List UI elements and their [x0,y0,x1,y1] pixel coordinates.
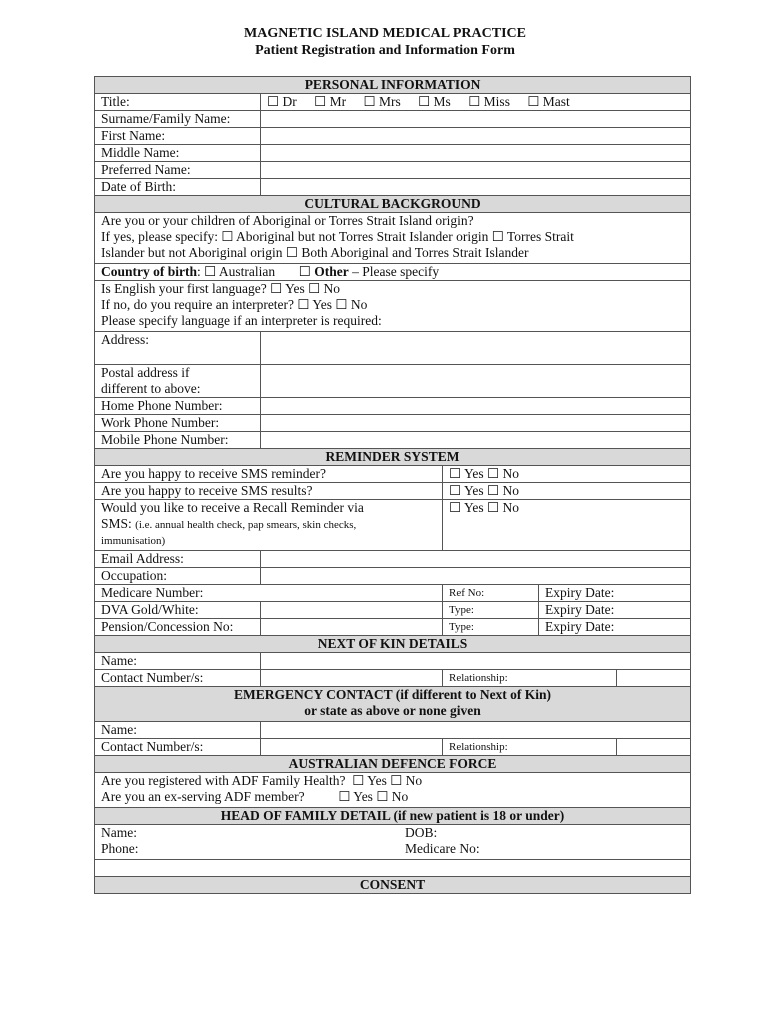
emergency-relationship-field[interactable] [617,739,691,756]
adf-questions[interactable] [95,773,691,808]
recall-line-2a: SMS: [101,516,136,531]
title-mrs-checkbox[interactable]: ☐ Mrs [363,94,401,109]
title-mast-checkbox[interactable]: ☐ Mast [527,94,570,109]
postal-address-label [95,365,261,398]
emergency-name-label: Name: [95,722,261,739]
sms-results-question: Are you happy to receive SMS results? [95,483,443,500]
recall-yesno[interactable]: ☐ Yes ☐ No [443,500,691,551]
emergency-relationship-label: Relationship: [443,739,617,756]
registration-form [94,76,691,894]
home-phone-field[interactable] [261,398,691,415]
emergency-heading-1: EMERGENCY CONTACT (if different to Next of Kin) [233,687,552,702]
first-name-label: First Name: [95,128,261,145]
adf-ex-serving-question[interactable]: Are you an ex-serving ADF member? ☐ Yes ☐ No [101,789,409,804]
preferred-name-label: Preferred Name: [95,162,261,179]
middle-name-field[interactable] [261,145,691,162]
english-first-question[interactable]: Is English your first language? ☐ Yes ☐ No [101,281,341,296]
section-adf-heading: AUSTRALIAN DEFENCE FORCE [95,756,691,773]
pension-type-label: Type: [443,619,539,636]
hof-medicare-label: Medicare No: [405,841,480,856]
sms-results-yesno[interactable]: ☐ Yes ☐ No [443,483,691,500]
form-title: Patient Registration and Information Form [255,43,515,58]
mobile-phone-field[interactable] [261,432,691,449]
dob-field[interactable] [261,179,691,196]
postal-address-field[interactable] [261,365,691,398]
hof-dob-label: DOB: [405,825,438,840]
country-australian-checkbox[interactable]: : ☐ Australian ☐ [197,264,315,279]
section-consent-heading: CONSENT [95,877,691,894]
nok-contact-field[interactable] [261,670,443,687]
nok-relationship-label: Relationship: [443,670,617,687]
nok-name-field[interactable] [261,653,691,670]
dva-expiry-label[interactable]: Expiry Date: [539,602,691,619]
recall-line-2b: (i.e. annual health check, pap smears, skin checks, [135,519,357,531]
cultural-q3[interactable]: Islander but not Aboriginal origin ☐ Both Aboriginal and Torres Strait Islander [101,245,529,260]
nok-relationship-field[interactable] [617,670,691,687]
country-other-specify: – Please specify [348,264,440,279]
language-block[interactable] [95,281,691,332]
middle-name-label: Middle Name: [95,145,261,162]
home-phone-label: Home Phone Number: [95,398,261,415]
section-emergency-heading [95,687,691,722]
hof-name-label: Name: [101,825,137,840]
sms-reminder-question: Are you happy to receive SMS reminder? [95,466,443,483]
dva-field[interactable] [261,602,443,619]
email-label: Email Address: [95,551,261,568]
language-specify-label: Please specify language if an interpreter is required: [101,313,382,328]
surname-field[interactable] [261,111,691,128]
practice-name: MAGNETIC ISLAND MEDICAL PRACTICE [244,26,526,41]
title-miss-checkbox[interactable]: ☐ Miss [468,94,510,109]
hof-details[interactable] [95,825,691,860]
section-reminder-heading: REMINDER SYSTEM [95,449,691,466]
title-mr-checkbox[interactable]: ☐ Mr [314,94,347,109]
pension-expiry-label[interactable]: Expiry Date: [539,619,691,636]
dob-label: Date of Birth: [95,179,261,196]
emergency-contact-label: Contact Number/s: [95,739,261,756]
recall-question [95,500,443,551]
section-personal-heading: PERSONAL INFORMATION [95,77,691,94]
surname-label: Surname/Family Name: [95,111,261,128]
interpreter-question[interactable]: If no, do you require an interpreter? ☐ Yes ☐ No [101,297,368,312]
title-label: Title: [95,94,261,111]
adf-family-health-question[interactable]: Are you registered with ADF Family Health? ☐ Yes ☐ No [101,773,423,788]
nok-name-label: Name: [95,653,261,670]
postal-address-label-1: Postal address if [101,365,190,380]
emergency-name-field[interactable] [261,722,691,739]
country-of-birth-label: Country of birth [101,264,198,279]
nok-contact-label: Contact Number/s: [95,670,261,687]
postal-address-label-2: different to above: [101,381,201,396]
work-phone-label: Work Phone Number: [95,415,261,432]
cultural-question[interactable] [95,213,691,264]
occupation-label: Occupation: [95,568,261,585]
dva-type-label: Type: [443,602,539,619]
mobile-phone-label: Mobile Phone Number: [95,432,261,449]
title-dr-checkbox[interactable]: ☐ Dr [267,94,297,109]
section-hof-heading: HEAD OF FAMILY DETAIL (if new patient is 18 or under) [95,808,691,825]
occupation-field[interactable] [261,568,691,585]
work-phone-field[interactable] [261,415,691,432]
emergency-heading-2: or state as above or none given [304,703,481,718]
recall-line-1: Would you like to receive a Recall Reminder via [101,500,364,515]
title-options[interactable] [261,94,691,111]
pension-label: Pension/Concession No: [95,619,261,636]
first-name-field[interactable] [261,128,691,145]
medicare-ref-label: Ref No: [443,585,539,602]
address-field[interactable] [261,332,691,365]
section-cultural-heading: CULTURAL BACKGROUND [95,196,691,213]
country-of-birth-row[interactable] [95,264,691,281]
cultural-q1: Are you or your children of Aboriginal or Torres Strait Island origin? [101,213,474,228]
email-field[interactable] [261,551,691,568]
recall-line-3: immunisation) [101,535,166,547]
address-label: Address: [95,332,261,365]
medicare-expiry-label[interactable]: Expiry Date: [539,585,691,602]
title-ms-checkbox[interactable]: ☐ Ms [418,94,451,109]
dva-label: DVA Gold/White: [95,602,261,619]
sms-reminder-yesno[interactable]: ☐ Yes ☐ No [443,466,691,483]
pension-field[interactable] [261,619,443,636]
section-nok-heading: NEXT OF KIN DETAILS [95,636,691,653]
hof-phone-label: Phone: [101,841,139,856]
medicare-label: Medicare Number: [95,585,443,602]
cultural-q2[interactable]: If yes, please specify: ☐ Aboriginal but not Torres Strait Islander origin ☐ Torres Strait [101,229,574,244]
preferred-name-field[interactable] [261,162,691,179]
country-other-label[interactable]: Other [314,264,349,279]
hof-blank-row[interactable] [95,860,691,877]
emergency-contact-field[interactable] [261,739,443,756]
